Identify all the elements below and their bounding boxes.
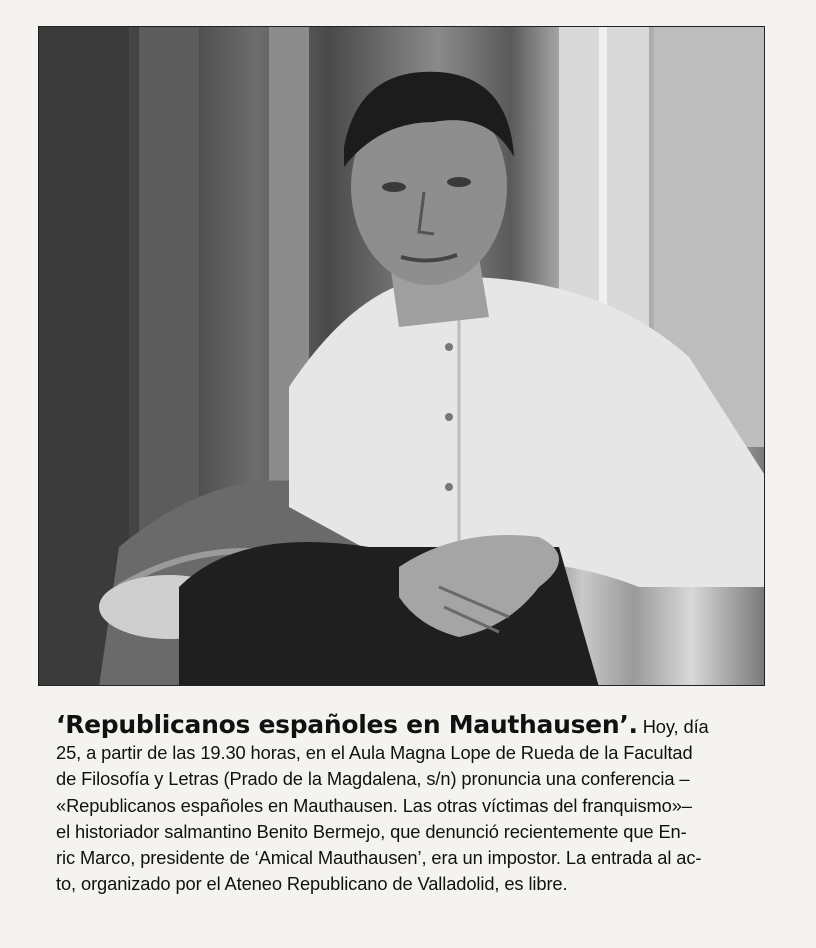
photo-illustration	[39, 27, 765, 686]
caption-text: Hoy, día	[637, 716, 709, 737]
caption-text: de Filosofía y Letras (Prado de la Magdalena, s/n) pronuncia una conferencia –	[56, 768, 690, 790]
caption-text: to, organizado por el Ateneo Republicano de Valladolid, es libre.	[56, 873, 568, 895]
photo-caption	[56, 712, 770, 897]
caption-text: «Republicanos españoles en Mauthausen. Las otras víctimas del franquismo»–	[56, 794, 692, 816]
caption-line-1	[56, 712, 770, 740]
portrait-photo	[38, 26, 765, 686]
caption-text: 25, a partir de las 19.30 horas, en el Aula Magna Lope de Rueda de la Facultad	[56, 742, 693, 764]
caption-text: ric Marco, presidente de ‘Amical Mauthausen’, era un impostor. La entrada al ac-	[56, 847, 702, 869]
caption-headline: ‘Republicanos españoles en Mauthausen’.	[56, 710, 638, 739]
caption-text: el historiador salmantino Benito Bermejo, que denunció recientemente que En-	[56, 820, 687, 842]
